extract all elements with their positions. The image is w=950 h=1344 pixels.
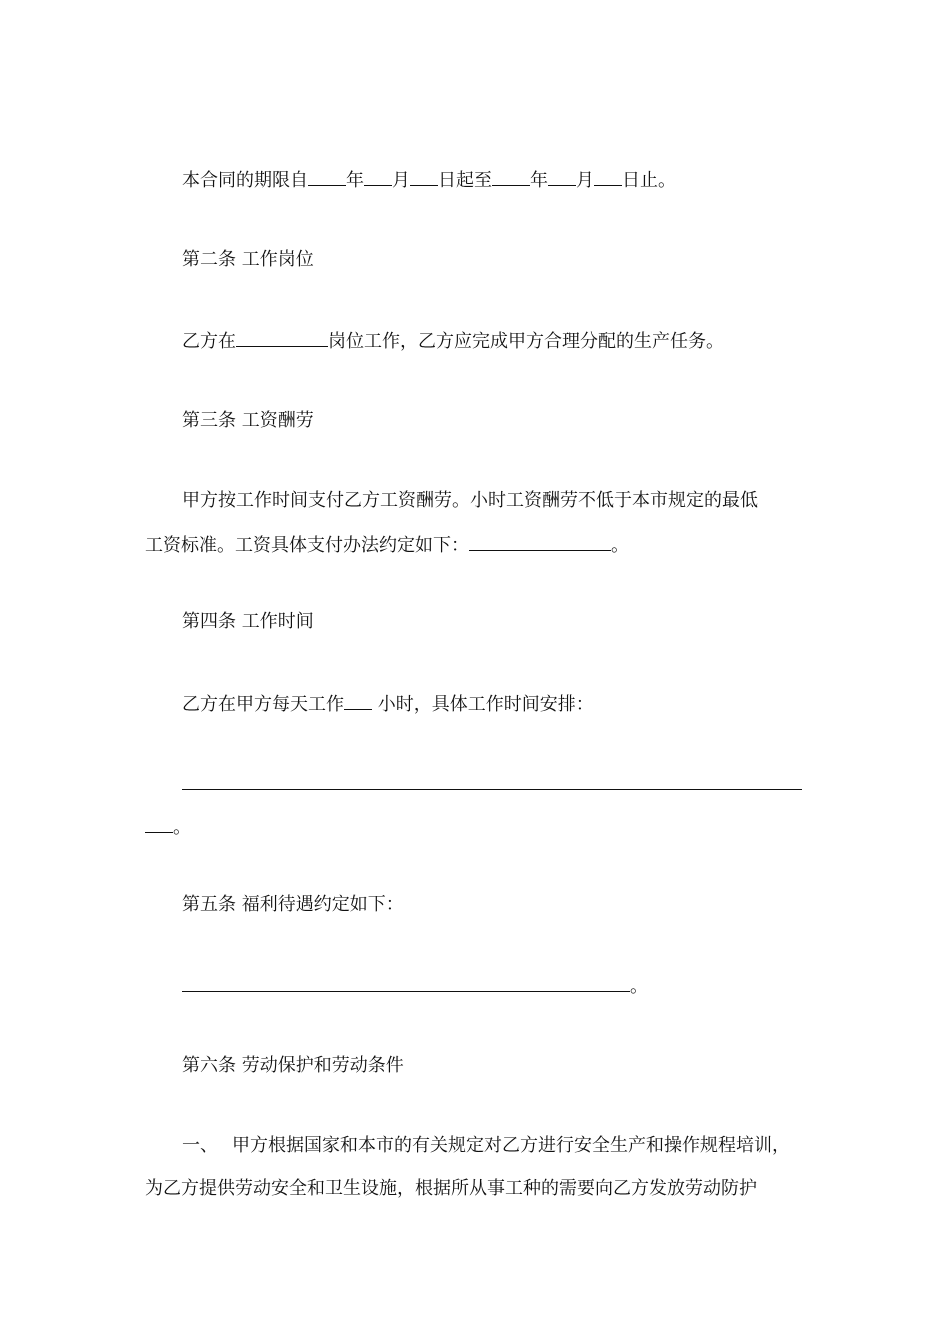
body-text: 岗位工作，乙方应完成甲方合理分配的生产任务。	[328, 331, 724, 352]
body-text: 乙方在甲方每天工作	[182, 694, 344, 715]
body-text: 工资标准。工资具体支付办法约定如下：	[145, 535, 469, 556]
article-heading: 第二条 工作岗位	[182, 249, 314, 270]
month-label: 月	[576, 170, 594, 191]
benefits-blank	[182, 974, 630, 992]
end-day-blank	[594, 168, 622, 186]
article-body	[145, 533, 629, 555]
month-label: 月	[392, 170, 410, 191]
article-body	[182, 1135, 790, 1157]
schedule-blank	[182, 772, 802, 790]
end-year-blank	[492, 168, 530, 186]
article-body: 为乙方提供劳动安全和卫生设施，根据所从事工种的需要向乙方发放劳动防护	[145, 1178, 757, 1199]
body-text: 小时，具体工作时间安排：	[372, 694, 594, 715]
article-body	[182, 692, 594, 714]
term-clause	[182, 168, 676, 190]
year-label: 年	[346, 170, 364, 191]
article-body: 甲方按工作时间支付乙方工资酬劳。小时工资酬劳不低于本市规定的最低	[182, 490, 758, 511]
benefits-blank-line	[182, 974, 648, 996]
schedule-blank	[145, 815, 173, 833]
article-body	[182, 329, 724, 351]
body-text: 。	[611, 535, 629, 556]
hours-blank	[344, 692, 372, 710]
article-heading: 第三条 工资酬劳	[182, 410, 314, 431]
body-text: 。	[630, 976, 648, 997]
day-label: 日止。	[622, 170, 676, 191]
end-month-blank	[548, 168, 576, 186]
payment-method-blank	[469, 533, 611, 551]
article-heading: 第五条 福利待遇约定如下：	[182, 894, 404, 915]
body-text: 乙方在	[182, 331, 236, 352]
position-blank	[236, 329, 328, 347]
body-text: 甲方根据国家和本市的有关规定对乙方进行安全生产和操作规程培训，	[232, 1135, 790, 1156]
year-label: 年	[530, 170, 548, 191]
body-text: 。	[173, 817, 191, 838]
day-label: 日起至	[438, 170, 492, 191]
schedule-blank-line	[182, 772, 802, 794]
schedule-blank-line	[145, 815, 191, 837]
start-day-blank	[410, 168, 438, 186]
start-year-blank	[308, 168, 346, 186]
article-heading: 第六条 劳动保护和劳动条件	[182, 1055, 404, 1076]
list-marker: 一、	[182, 1135, 218, 1156]
term-clause-text: 本合同的期限自	[182, 170, 308, 191]
start-month-blank	[364, 168, 392, 186]
article-heading: 第四条 工作时间	[182, 611, 314, 632]
